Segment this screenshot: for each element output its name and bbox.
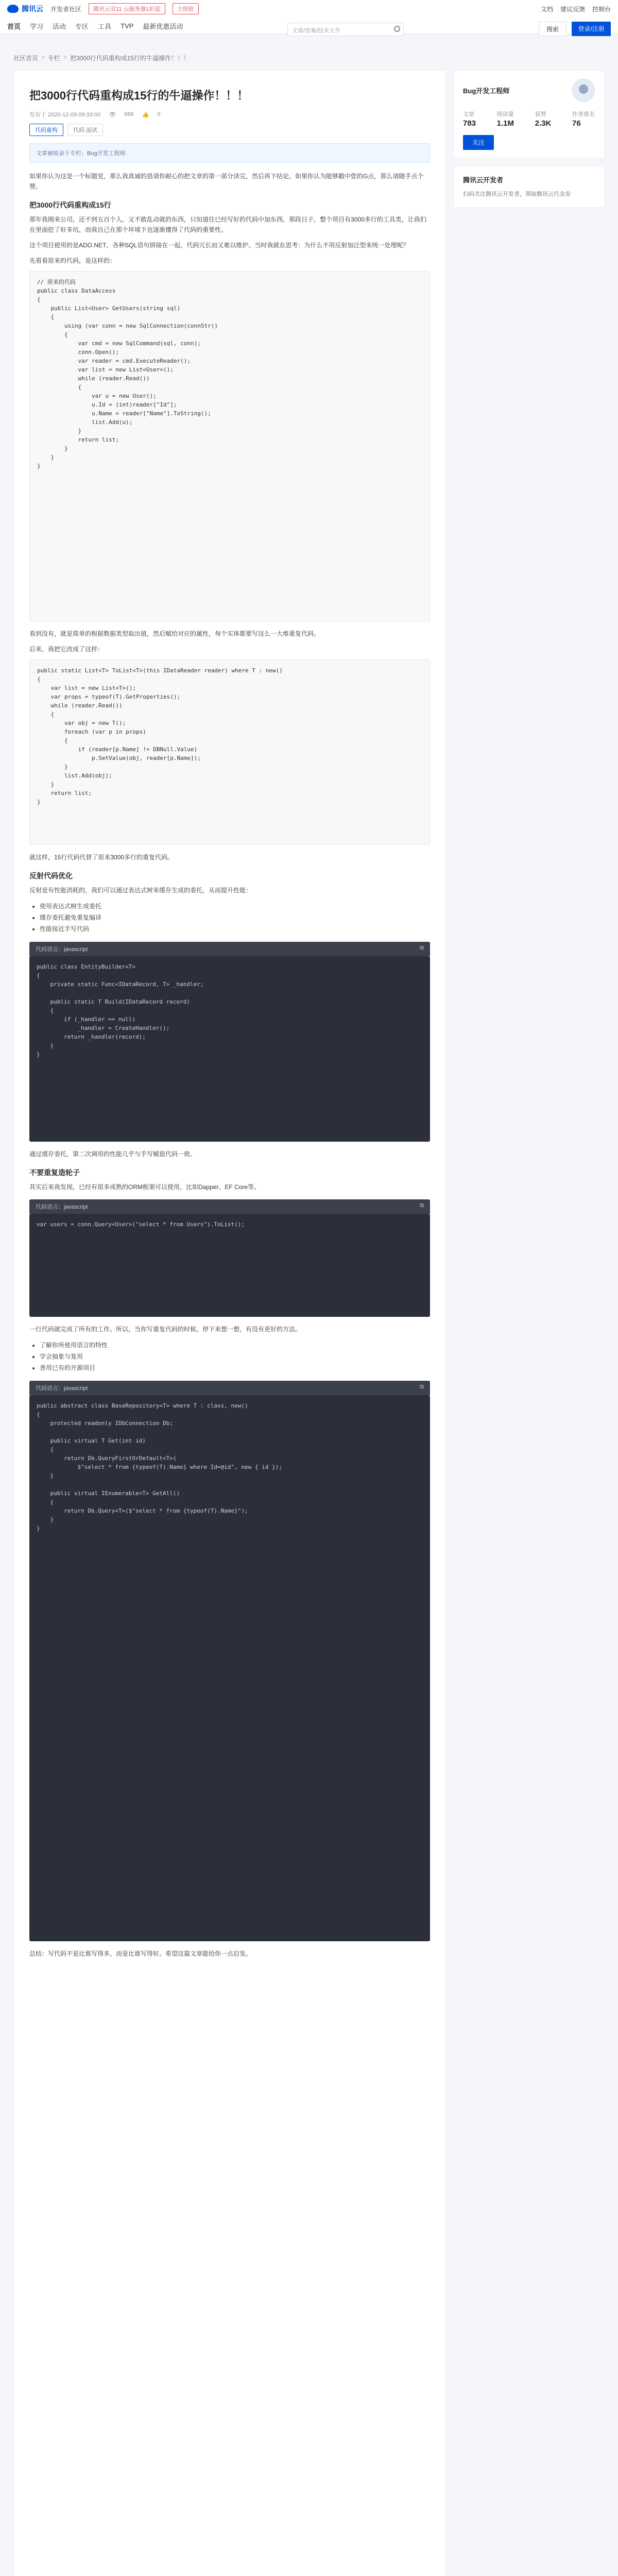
paragraph: 反射是有性能消耗的，我们可以通过表达式树来缓存生成的委托，从而提升性能：: [29, 887, 252, 894]
eye-icon: 👁: [109, 111, 116, 118]
bullet-list: [40, 1340, 430, 1374]
paragraph: 看到没有，就是简单的根据数据类型取出值，然后赋给对应的属性，每个实体都要写这么一大堆重复代码。: [29, 630, 320, 637]
breadcrumb-separator: >: [63, 54, 67, 61]
code-block[interactable]: // 原来的代码 public class DataAccess { public List<User> GetUsers(string sql) { using (var conn = new SqlConnection(connStr)) { var cmd = new SqlCommand(sql, conn); conn.Open(); var reader = cmd.ExecuteReader(); var list = new List<User>(); while (reader.Read()) { var u = new User(); u.Id = (int)reader["Id"]; u.Name = reader["Name"].ToString(); list.Add(u); } return list; } } }: [29, 271, 430, 621]
promo-title: 腾讯云开发者: [463, 176, 504, 184]
paragraph: 后来，我把它改成了这样：: [29, 646, 104, 653]
article-container: [13, 70, 446, 2576]
search-icon[interactable]: [394, 26, 400, 32]
code-block[interactable]: public class EntityBuilder<T> { private static Func<IDataRecord, T> _handler; public static T Build(IDataRecord record) { if (_handler == null) _handler = CreateHandler(); return _handler(record); } }: [29, 956, 430, 1142]
publish-date: 发布于 2020-12-09 09:33:00: [29, 112, 101, 118]
promo-card: [453, 166, 605, 208]
paragraph: 如果你认为这是一个标题党，那么我真诚的恳请你耐心的把文章的第一部分读完，然后再下结论。如果你认为能够戳中您的G点，那么请随手点个赞。: [29, 173, 424, 190]
copy-icon[interactable]: ⧉: [420, 1202, 424, 1209]
stat-reads: 阅读量 1.1M: [496, 111, 514, 128]
paragraph: 那年我刚来公司，还不到五百个人，又不敢乱动就的东西，只知道往已经写好的代码中加东西，那段日子，整个项目有3000多行的工具类，让我们在里面挖了好多坑，而我自己在那个环境下也逐渐懂得了代码的重要性。: [29, 216, 426, 233]
promo-cta[interactable]: 立即抢: [173, 3, 199, 14]
paragraph: 一行代码就完成了所有的工作。所以，当你写重复代码的时候，停下来想一想，有没有更好的方法。: [29, 1326, 302, 1333]
breadcrumb-home[interactable]: 社区首页: [13, 55, 39, 62]
list-item: • 使用表达式树生成委托: [40, 901, 430, 912]
console-link[interactable]: 控制台: [592, 5, 611, 13]
feedback-link[interactable]: 建议反馈: [560, 5, 585, 13]
list-item: • 性能接近手写代码: [40, 923, 430, 935]
like-icon[interactable]: 👍: [142, 111, 149, 118]
paragraph: 这个项目使用的是ADO.NET，各种SQL语句拼接在一起，代码冗长而又难以维护。当时我就在思考：为什么不用反射加泛型来统一处理呢？: [29, 242, 409, 249]
tag-item[interactable]: 代码 面试: [67, 124, 103, 136]
list-item: • 善用已有的开源项目: [40, 1362, 430, 1374]
paragraph: 通过缓存委托，第二次调用的性能几乎与手写赋值代码一致。: [29, 1150, 197, 1158]
docs-link[interactable]: 文档: [540, 5, 553, 13]
community-link[interactable]: 开发者社区: [50, 5, 82, 13]
list-item: • 学会抽象与复用: [40, 1351, 430, 1362]
search-input[interactable]: 文章/答案/技术大牛: [287, 23, 404, 36]
nav-events[interactable]: 活动: [53, 22, 66, 30]
copy-icon[interactable]: ⧉: [420, 945, 424, 951]
paragraph: 其实后来我发现，已经有很多成熟的ORM框架可以使用，比如Dapper、EF Core等。: [29, 1183, 261, 1191]
code-block[interactable]: public abstract class BaseRepository<T> where T : class, new() { protected readonly IDbConnection Db; public virtual T Get(int id) { return Db.QueryFirstOrDefault<T>( $"select * from {typeof(T).Name} where Id=@id", new { id }); } public virtual IEnumerable<T> GetAll() { return Db.Query<T>($"select * from {typeof(T).Name}"); } }: [29, 1395, 430, 1941]
view-count: 688: [124, 111, 134, 117]
avatar[interactable]: [572, 79, 595, 101]
bullet-list: [40, 901, 430, 935]
list-item: • 了解你所使用语言的特性: [40, 1340, 430, 1351]
section-heading: 不要重复造轮子: [29, 1168, 80, 1177]
breadcrumb-column[interactable]: 专栏: [48, 55, 61, 62]
code-header: 代码语言：javascript ⧉: [29, 1199, 430, 1214]
tag-list: [29, 124, 430, 136]
section-heading: 反射代码优化: [29, 872, 73, 880]
breadcrumb: [13, 54, 190, 62]
code-header: 代码语言：javascript ⧉: [29, 942, 430, 956]
list-item: • 缓存委托避免重复编译: [40, 912, 430, 923]
article-title: 把3000行代码重构成15行的牛逼操作！！！: [29, 89, 249, 102]
author-card: [453, 70, 605, 159]
code-block[interactable]: var users = conn.Query<User>("select * from Users").ToList();: [29, 1214, 430, 1317]
like-count: 0: [157, 111, 161, 117]
follow-button[interactable]: 关注: [463, 135, 494, 150]
nav-offers[interactable]: 最新优惠活动: [143, 22, 183, 30]
search-button[interactable]: 搜索: [539, 22, 566, 36]
nav-tools[interactable]: 工具: [98, 22, 112, 30]
stat-rank: 作者排名 76: [572, 111, 595, 128]
breadcrumb-current: 把3000行代码重构成15行的牛逼操作！！！: [70, 55, 190, 62]
stat-likes: 获赞 2.3K: [535, 111, 552, 128]
cloud-logo-icon: [7, 5, 19, 13]
code-block[interactable]: public static List<T> ToList<T>(this IDataReader reader) where T : new() { var list = new List<T>(); var props = typeof(T).GetProperties(); while (reader.Read()) { var obj = new T(); foreach (var p in props) { if (reader[p.Name] != DBNull.Value) p.SetValue(obj, reader[p.Name]); } list.Add(obj); } return list; }: [29, 659, 430, 845]
nav-learn[interactable]: 学习: [30, 22, 44, 30]
breadcrumb-separator: >: [41, 54, 45, 61]
stat-articles: 文章 783: [463, 111, 476, 128]
article-meta: [29, 110, 430, 118]
paragraph: 总结：写代码不是比谁写得多，而是比谁写得好。希望这篇文章能给你一点启发。: [29, 1950, 252, 1957]
author-stats: [463, 110, 595, 128]
site-logo[interactable]: 腾讯云: [7, 4, 43, 14]
section-heading: 把3000行代码重构成15行: [29, 201, 111, 209]
author-name[interactable]: Bug开发工程师: [463, 87, 510, 95]
nav-home[interactable]: 首页: [7, 22, 21, 30]
promo-text[interactable]: 扫码关注腾讯云开发者，领取腾讯云代金券: [463, 191, 571, 197]
nav-zones[interactable]: 专区: [75, 22, 89, 30]
tag-item[interactable]: 代码重构: [29, 124, 63, 136]
paragraph: 先看看原来的代码，是这样的：: [29, 257, 116, 264]
code-header: 代码语言：javascript ⧉: [29, 1381, 430, 1395]
login-button[interactable]: 登录/注册: [572, 22, 611, 36]
sidebar: [453, 70, 605, 215]
paragraph: 就这样，15行代码代替了原来3000多行的重复代码。: [29, 854, 174, 861]
column-notice[interactable]: 文章被收录于专栏：Bug开发工程师: [29, 143, 430, 163]
nav-tvp[interactable]: TVP: [121, 22, 134, 30]
copy-icon[interactable]: ⧉: [420, 1384, 424, 1390]
promo-banner[interactable]: 腾讯云双11 云服务器1折起: [89, 3, 165, 14]
